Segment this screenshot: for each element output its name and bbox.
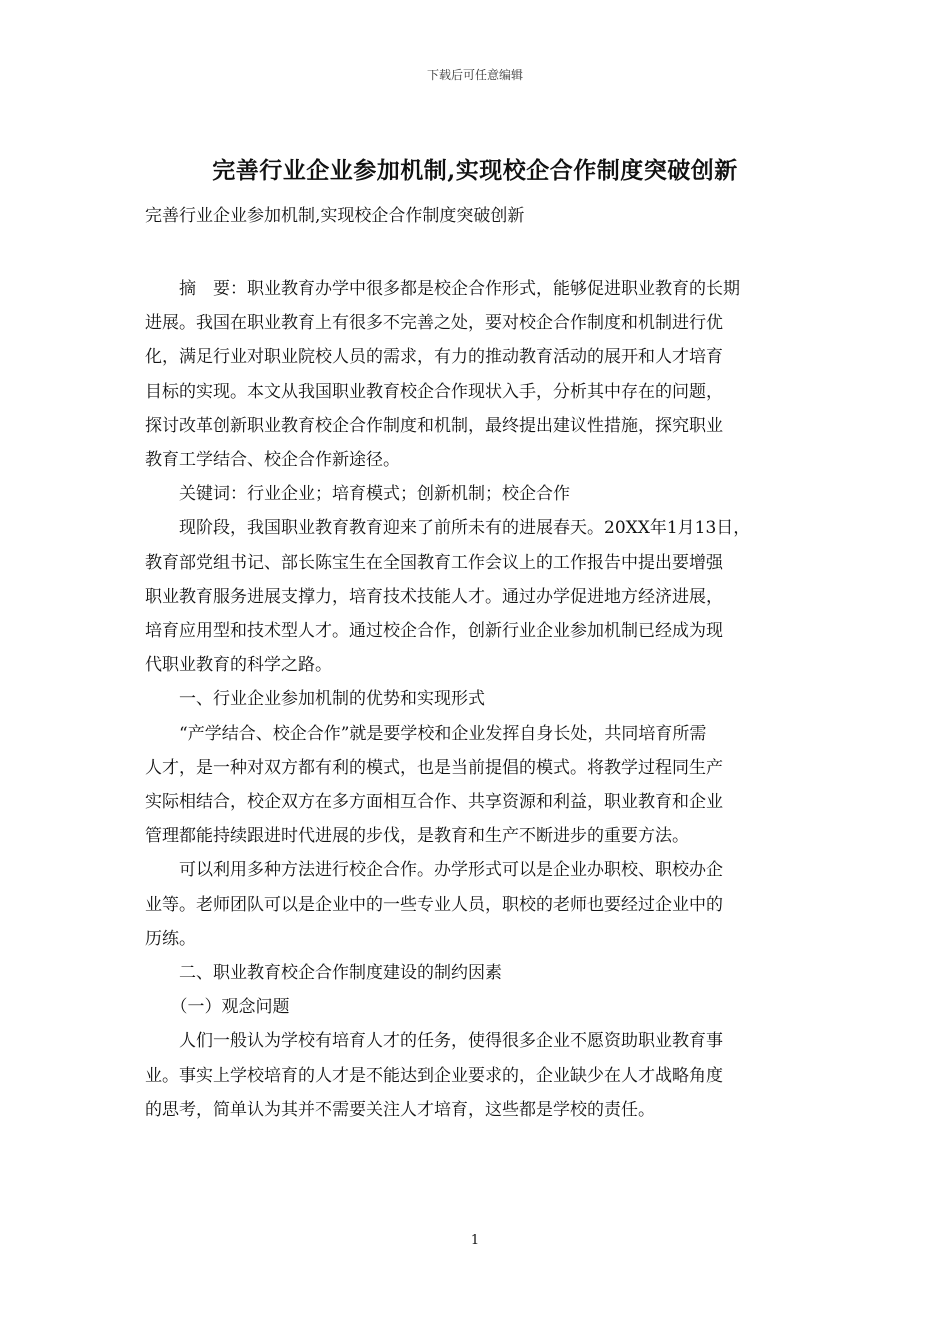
body-line: （一）观念问题 [145, 997, 290, 1018]
body-line: 业等。老师团队可以是企业中的一些专业人员，职校的老师也要经过企业中的 [145, 894, 723, 915]
body-line: 教育工学结合、校企合作新途径。 [145, 450, 400, 471]
body-line: 代职业教育的科学之路。 [145, 655, 332, 676]
body-line: 历练。 [145, 928, 196, 949]
document-body [145, 272, 810, 1127]
document-title: 完善行业企业参加机制,实现校企合作制度突破创新 [212, 157, 738, 184]
header-note: 下载后可任意编辑 [426, 68, 523, 82]
body-line: 业。事实上学校培育的人才是不能达到企业要求的，企业缺少在人才战略角度 [145, 1065, 723, 1086]
body-line: 人们一般认为学校有培育人才的任务，使得很多企业不愿资助职业教育事 [145, 1031, 723, 1052]
body-line: 现阶段，我国职业教育教育迎来了前所未有的进展春天。20XX年1月13日， [145, 518, 751, 539]
body-line: 探讨改革创新职业教育校企合作制度和机制，最终提出建议性措施，探究职业 [145, 415, 723, 436]
document-subtitle: 完善行业企业参加机制,实现校企合作制度突破创新 [145, 206, 525, 226]
body-line: 职业教育服务进展支撑力，培育技术技能人才。通过办学促进地方经济进展， [145, 586, 723, 607]
body-line: 目标的实现。本文从我国职业教育校企合作现状入手，分析其中存在的问题， [145, 381, 723, 402]
body-line: “产学结合、校企合作”就是要学校和企业发挥自身长处，共同培育所需 [145, 723, 707, 744]
body-line: 人才，是一种对双方都有利的模式，也是当前提倡的模式。将教学过程同生产 [145, 757, 723, 778]
body-line: 培育应用型和技术型人才。通过校企合作，创新行业企业参加机制已经成为现 [145, 621, 723, 642]
body-line: 可以利用多种方法进行校企合作。办学形式可以是企业办职校、职校办企 [145, 860, 723, 881]
body-line: 管理都能持续跟进时代进展的步伐，是教育和生产不断进步的重要方法。 [145, 826, 689, 847]
body-line: 的思考，简单认为其并不需要关注人才培育，这些都是学校的责任。 [145, 1099, 655, 1120]
body-line: 关键词：行业企业；培育模式；创新机制；校企合作 [145, 484, 570, 505]
page-number: 1 [470, 1233, 480, 1248]
body-line: 一、行业企业参加机制的优势和实现形式 [145, 689, 485, 710]
body-line: 摘 要：职业教育办学中很多都是校企合作形式，能够促进职业教育的长期 [145, 279, 740, 299]
body-line: 进展。我国在职业教育上有很多不完善之处，要对校企合作制度和机制进行优 [145, 313, 723, 334]
body-line: 教育部党组书记、部长陈宝生在全国教育工作会议上的工作报告中提出要增强 [145, 552, 723, 573]
body-line: 二、职业教育校企合作制度建设的制约因素 [145, 963, 502, 984]
body-line: 实际相结合，校企双方在多方面相互合作、共享资源和利益，职业教育和企业 [145, 792, 723, 813]
body-line: 化，满足行业对职业院校人员的需求，有力的推动教育活动的展开和人才培育 [145, 347, 723, 368]
